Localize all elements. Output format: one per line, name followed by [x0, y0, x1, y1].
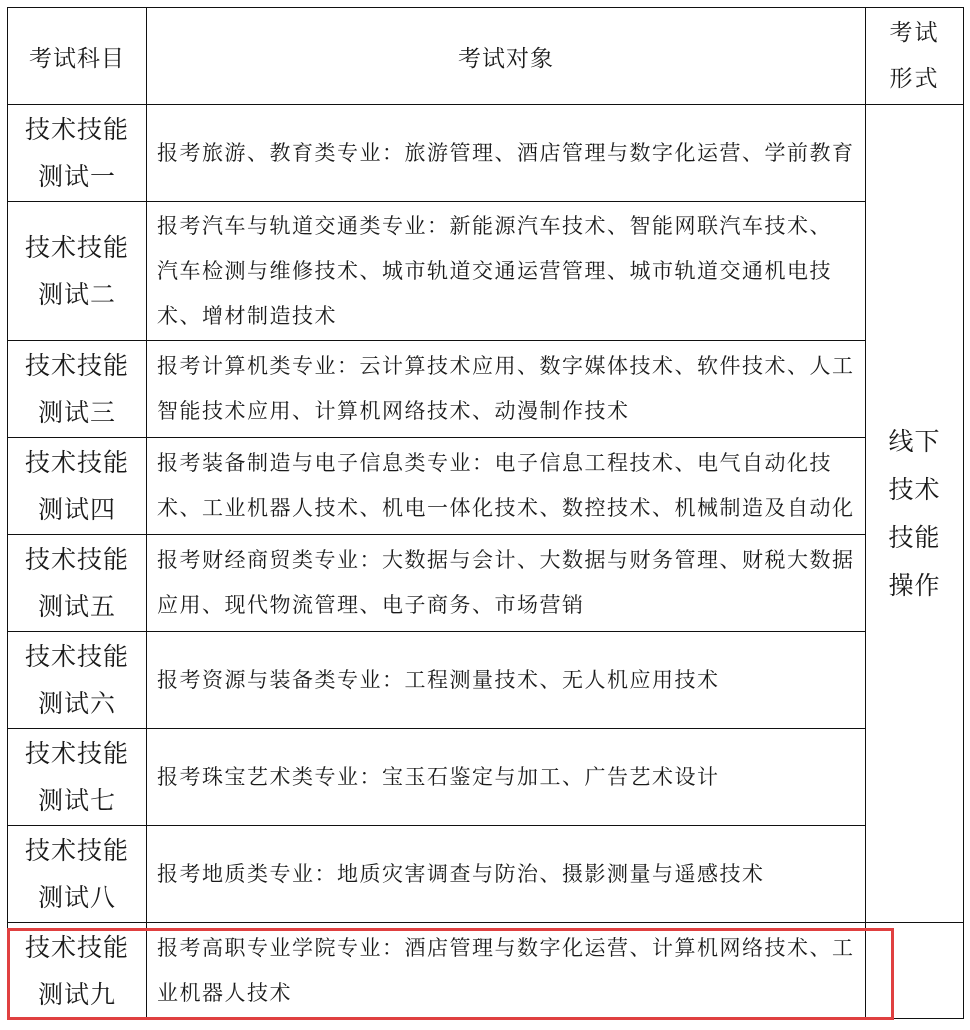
subject-cell: [8, 105, 147, 202]
subject-cell: [8, 202, 147, 341]
subject-text: 技术技能测试八: [24, 836, 129, 912]
subject-cell: [8, 535, 147, 632]
target-cell: 报考资源与装备类专业：工程测量技术、无人机应用技术: [147, 632, 866, 729]
table-row: [8, 341, 964, 438]
target-cell: 报考高职专业学院专业：酒店管理与数字化运营、计算机网络技术、工业机器人技术: [147, 923, 866, 1019]
target-cell: 报考汽车与轨道交通类专业：新能源汽车技术、智能网联汽车技术、 汽车检测与维修技术、城市轨道交通运营管理、城市轨道交通机电技术、增材制造技术: [147, 202, 866, 341]
target-cell: 报考地质类专业：地质灾害调查与防治、摄影测量与遥感技术: [147, 826, 866, 923]
header-target: 考试对象: [147, 8, 866, 105]
format-text: 线下技术技能操作: [888, 426, 941, 600]
subject-cell: [8, 438, 147, 535]
table-row: [8, 729, 964, 826]
target-cell: 报考装备制造与电子信息类专业：电子信息工程技术、电气自动化技术、工业机器人技术、机电一体化技术、数控技术、机械制造及自动化: [147, 438, 866, 535]
header-format-text: 考试形式: [889, 20, 940, 92]
subject-cell: [8, 729, 147, 826]
header-format: [866, 8, 964, 105]
subject-cell: [8, 341, 147, 438]
header-subject: 考试科目: [8, 8, 147, 105]
subject-text: 技术技能测试一: [24, 115, 129, 191]
subject-text: 技术技能测试二: [24, 233, 129, 309]
table-row: [8, 438, 964, 535]
table-row: [8, 632, 964, 729]
target-cell: 报考旅游、教育类专业：旅游管理、酒店管理与数字化运营、学前教育: [147, 105, 866, 202]
subject-cell: [8, 632, 147, 729]
exam-table: [7, 7, 964, 1019]
table-row: [8, 826, 964, 923]
target-cell: 报考计算机类专业：云计算技术应用、数字媒体技术、软件技术、人工智能技术应用、计算机网络技术、动漫制作技术: [147, 341, 866, 438]
subject-text: 技术技能测试三: [24, 351, 129, 427]
table-row: [8, 923, 964, 1019]
target-cell: 报考珠宝艺术类专业：宝玉石鉴定与加工、广告艺术设计: [147, 729, 866, 826]
header-row: [8, 8, 964, 105]
subject-text: 技术技能测试九: [24, 932, 129, 1009]
subject-text: 技术技能测试七: [24, 739, 129, 815]
format-cell-empty: [866, 923, 964, 1019]
table-row: [8, 202, 964, 341]
table-row: [8, 535, 964, 632]
subject-cell: [8, 826, 147, 923]
subject-text: 技术技能测试四: [24, 448, 129, 524]
table-row: [8, 105, 964, 202]
subject-text: 技术技能测试六: [24, 642, 129, 718]
subject-text: 技术技能测试五: [24, 545, 129, 621]
format-cell: [866, 105, 964, 923]
subject-cell: [8, 923, 147, 1019]
target-cell: 报考财经商贸类专业：大数据与会计、大数据与财务管理、财税大数据应用、现代物流管理、电子商务、市场营销: [147, 535, 866, 632]
